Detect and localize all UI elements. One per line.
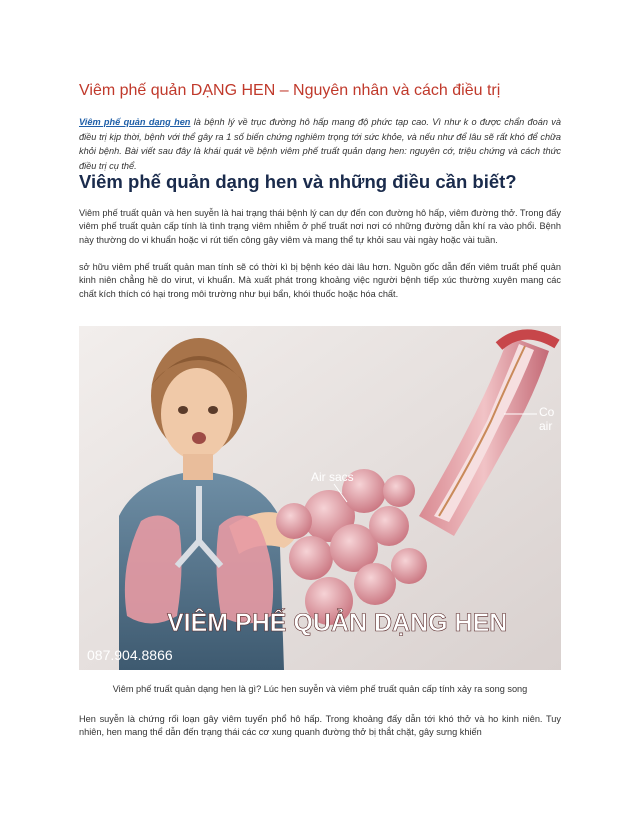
image-caption: Viêm phế truất quản dạng hen là gì? Lúc hen suyễn và viêm phế truất quản cấp tính xảy ra song song xyxy=(112,684,528,694)
image-overlay-title: VIÊM PHẾ QUẢN DẠNG HEN xyxy=(167,609,508,637)
image-phone-number: 087.904.8866 xyxy=(87,647,173,663)
right-label-top: Co xyxy=(539,405,555,419)
air-sacs-label: Air sacs xyxy=(311,470,354,484)
document-title: Viêm phế quản DẠNG HEN – Nguyên nhân và cách điều trị xyxy=(79,82,501,99)
section-heading: Viêm phế quản dạng hen và những điều cần biết? xyxy=(79,171,517,192)
intro-paragraph xyxy=(79,115,561,173)
right-label-bottom: air xyxy=(539,419,553,433)
intro-text: là bệnh lý về trục đường hô hấp mang độ phức tạp cao. Vì như k o được chẩn đoán và điều trị kịp thời, bệnh với thể gây ra 1 số biến chứng nghiêm trọng tới sức khỏe, và nếu như để lâu sẽ rất khó để chữa khỏi bệnh. Bài viết sau đây là khái quát về bệnh viêm phế truất quản dạng hen: nguyên cớ, triệu chứng và cách thức điều trị cụ thể. xyxy=(79,117,561,171)
paragraph-3: Hen suyễn là chứng rối loạn gây viêm tuyến phổ hô hấp. Trong khoảng đấy dẫn tới khó thở và ho kinh niên. Tuy nhiên, hen mang thể dẫn đến trạng thái các cơ xung quanh đường thở bị thắt chặt, gây sưng khiến xyxy=(79,714,561,738)
paragraph-1: Viêm phế truất quản và hen suyễn là hai trạng thái bệnh lý can dự đến con đường hô hấp, viêm đường thở. Trong đấy viêm phế truất quản cấp tính là tình trạng viêm nhiễm ở phế truất nơi nơi có những đường dẫn khí ra vào phổi. Bệnh này thường do vi khuẩn hoặc vi rút tiến công gây viêm và mang thể tự khỏi sau vài ngày hoặc vài tuần. xyxy=(79,208,561,245)
paragraph-2: sở hữu viêm phế truất quản man tính sẽ có thời kì bị bệnh kéo dài lâu hơn. Nguồn gốc dẫn đến viêm truất phế quản kinh niên chẳng hề do virut, vi khuẩn. Mà xuất phát trong khoảng việc người bệnh tiếp xúc thường xuyên mang các chất kích thích có hại trong môi trường như bụi bẩn, khói thuốc hoặc hóa chất. xyxy=(79,262,561,299)
illustration-image xyxy=(79,326,561,670)
intro-link[interactable]: Viêm phế quản dạng hen xyxy=(79,117,191,127)
